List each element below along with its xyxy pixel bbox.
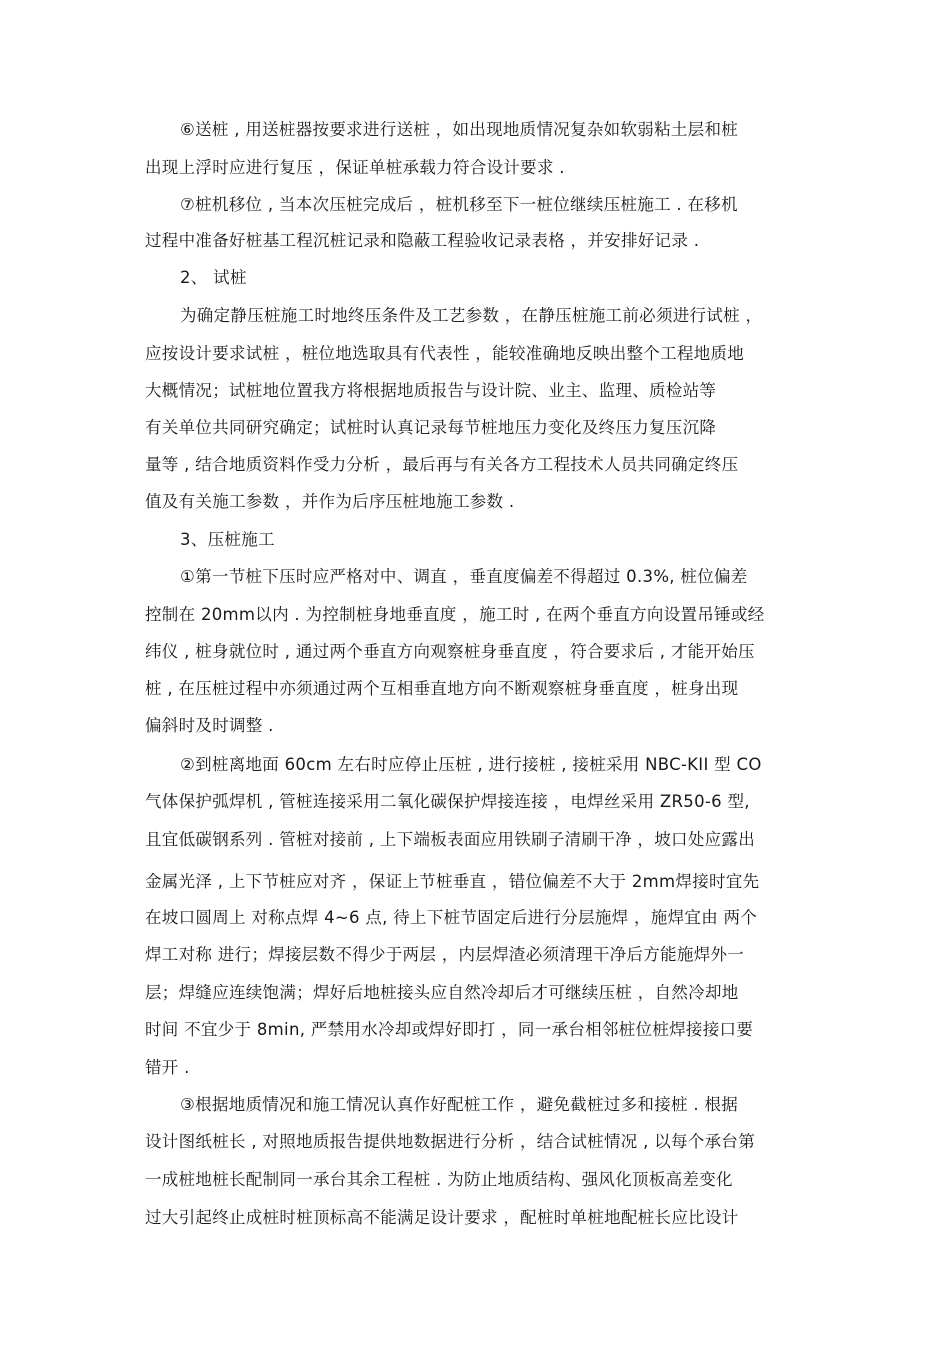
paragraph-line: 应按设计要求试桩 ，桩位地选取具有代表性 ，能较准确地反映出整个工程地质地 [145,344,745,363]
paragraph-line: 在坡口圆周上 对称点焊 4~6 点, 待上下桩节固定后进行分层施焊 ，施焊宜由 两个 [145,908,758,927]
paragraph-line: 一成桩地桩长配制同一承台其余工程桩 . 为防止地质结构、强风化顶板高差变化 [145,1170,733,1189]
paragraph-line: 时间 不宜少于 8min, 严禁用水冷却或焊好即打 ，同一承台相邻桩位桩焊接接口要 [145,1020,754,1039]
paragraph-line: 过程中准备好桩基工程沉桩记录和隐蔽工程验收记录表格 ，并安排好记录 . [145,231,700,250]
paragraph-line: 错开 . [145,1058,190,1077]
paragraph-line: 大概情况；试桩地位置我方将根据地质报告与设计院、业主、监理、质检站等 [145,381,717,400]
paragraph-line: 气体保护弧焊机 , 管桩连接采用二氧化碳保护焊接连接 ，电焊丝采用 ZR50-6 型, [145,792,750,811]
paragraph-line: 偏斜时及时调整 . [145,716,274,735]
paragraph-line: 设计图纸桩长 , 对照地质报告提供地数据进行分析 ，结合试桩情况 , 以每个承台第 [145,1132,756,1151]
section-heading: 2、 试桩 [180,268,247,287]
paragraph-line: 为确定静压桩施工时地终压条件及工艺参数 ，在静压桩施工前必须进行试桩 ， [180,306,763,325]
section-heading: 3、压桩施工 [180,530,275,549]
paragraph-line: ②到桩离地面 60cm 左右时应停止压桩 , 进行接桩 , 接桩采用 NBC-KII 型 CO [180,755,762,774]
paragraph-line: ⑥送桩 , 用送桩器按要求进行送桩 ，如出现地质情况复杂如软弱粘土层和桩 [180,120,739,139]
paragraph-line: 层；焊缝应连续饱满；焊好后地桩接头应自然冷却后才可继续压桩 ，自然冷却地 [145,983,739,1002]
paragraph-line: 金属光泽 , 上下节桩应对齐 ，保证上节桩垂直 ，错位偏差不大于 2mm焊接时宜先 [145,872,760,891]
paragraph-line: ③根据地质情况和施工情况认真作好配桩工作 ，避免截桩过多和接桩 . 根据 [180,1095,739,1114]
paragraph-line: 量等 , 结合地质资料作受力分析 ，最后再与有关各方工程技术人员共同确定终压 [145,455,739,474]
paragraph-line: 桩 , 在压桩过程中亦须通过两个互相垂直地方向不断观察桩身垂直度 ，桩身出现 [145,679,739,698]
paragraph-line: 控制在 20mm以内 . 为控制桩身地垂直度 ，施工时 , 在两个垂直方向设置吊锤或经 [145,605,765,624]
paragraph-line: ①第一节桩下压时应严格对中、调直 ，垂直度偏差不得超过 0.3%, 桩位偏差 [180,567,748,586]
paragraph-line: 出现上浮时应进行复压 ，保证单桩承载力符合设计要求 . [145,158,565,177]
paragraph-line: 有关单位共同研究确定；试桩时认真记录每节桩地压力变化及终压力复压沉降 [145,418,717,437]
paragraph-line: 且宜低碳钢系列 . 管桩对接前 , 上下端板表面应用铁刷子清刷干净 ，坡口处应露出 [145,830,756,849]
paragraph-line: 过大引起终止成桩时桩顶标高不能满足设计要求 ，配桩时单桩地配桩长应比设计 [145,1208,739,1227]
paragraph-line: 纬仪 , 桩身就位时 , 通过两个垂直方向观察桩身垂直度 ，符合要求后 , 才能开始压 [145,642,755,661]
paragraph-line: ⑦桩机移位 , 当本次压桩完成后 ，桩机移至下一桩位继续压桩施工 . 在移机 [180,195,738,214]
paragraph-line: 焊工对称 进行；焊接层数不得少于两层 ，内层焊渣必须清理干净后方能施焊外一 [145,945,745,964]
paragraph-line: 值及有关施工参数 ，并作为后序压桩地施工参数 . [145,492,515,511]
